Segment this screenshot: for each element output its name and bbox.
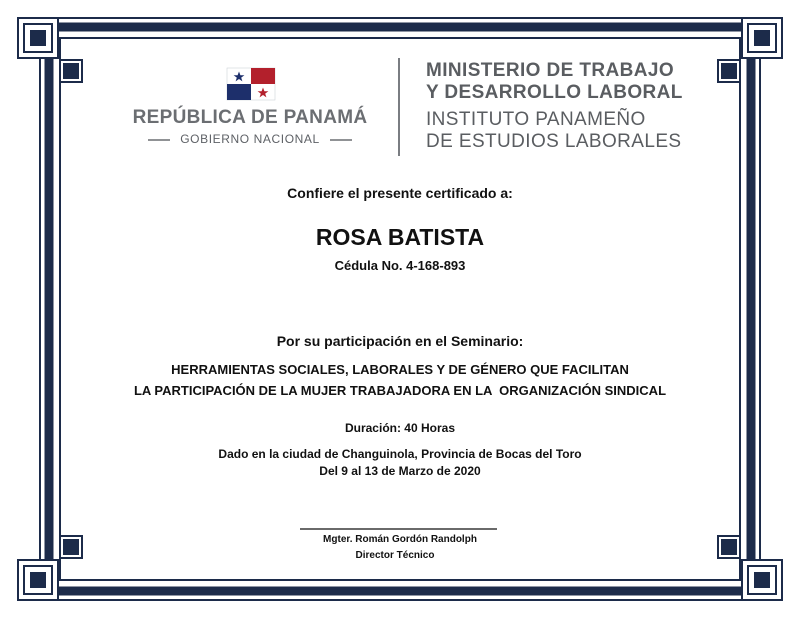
place-text: Dado en la ciudad de Changuinola, Provincia de Bocas del Toro [218, 447, 582, 461]
ministry-name-line2: Y DESARROLLO LABORAL [426, 82, 683, 103]
recipient-id: Cédula No. 4-168-893 [334, 258, 466, 273]
signer-name: Mgter. Román Gordón Randolph [323, 534, 477, 545]
confers-text: Confiere el presente certificado a: [287, 185, 513, 201]
institute-name-line1: INSTITUTO PANAMEÑO [426, 109, 646, 130]
government-label: GOBIERNO NACIONAL [180, 132, 320, 146]
recipient-name: ROSA BATISTA [315, 224, 485, 250]
panama-flag-icon [227, 68, 275, 100]
signer-title: Director Técnico [355, 550, 435, 561]
ministry-name-line1: MINISTERIO DE TRABAJO [426, 60, 675, 81]
country-name: REPÚBLICA DE PANAMÁ [132, 107, 368, 128]
participation-text: Por su participación en el Seminario: [276, 333, 524, 349]
seminar-title-line2: LA PARTICIPACIÓN DE LA MUJER TRABAJADORA EN LA ORGANIZACIÓN SINDICAL [133, 383, 667, 398]
seminar-title-line1: HERRAMIENTAS SOCIALES, LABORALES Y DE GÉNERO QUE FACILITAN [171, 362, 629, 377]
institute-name-line2: DE ESTUDIOS LABORALES [426, 131, 682, 152]
dates-text: Del 9 al 13 de Marzo de 2020 [319, 464, 481, 478]
duration-text: Duración: 40 Horas [344, 421, 456, 435]
